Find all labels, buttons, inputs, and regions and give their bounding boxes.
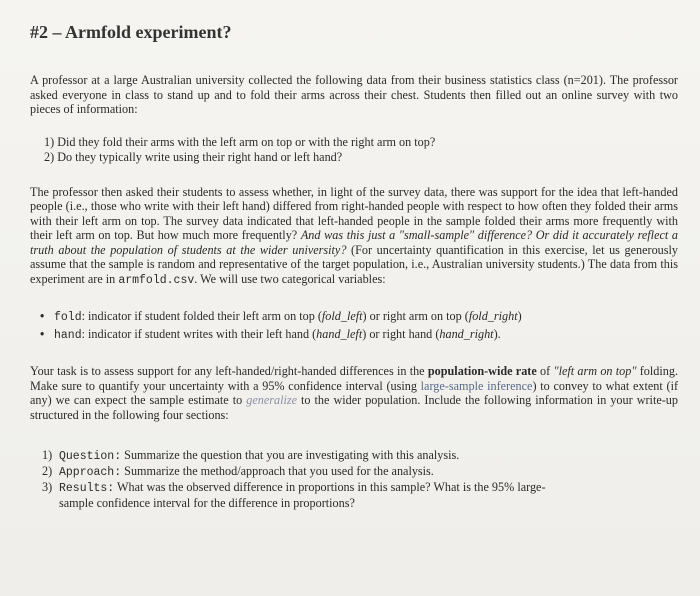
list-item: 1) Did they fold their arms with the left arm on top or with the right arm on top? bbox=[44, 134, 436, 149]
list-item: • hand: indicator if student writes with their left hand (hand_left) or right hand (hand_right). bbox=[40, 327, 501, 342]
variables-list bbox=[40, 308, 678, 344]
large-sample-inference-link[interactable]: large-sample inference bbox=[420, 378, 533, 393]
list-item: • fold: indicator if student folded their left arm on top (fold_left) or right arm on top (fold_right) bbox=[40, 309, 522, 324]
page-title: #2 – Armfold experiment? bbox=[30, 22, 232, 42]
list-item: 3) Results: What was the observed difference in proportions in this sample? What is the 95% large- sample confidence interval for the difference in proportions? bbox=[42, 480, 546, 510]
task-paragraph: Your task is to assess support for any left-handed/right-handed differences in the population-wide rate of "left arm on top" folding. Make sure to quantify your uncertainty with a 95% confidence interval (using large-sample inference) to convey to what extent (if any) we can expect the sample estimate to generalize to the wider population. Include the following information in your write-up structured in the following four sections: bbox=[30, 364, 679, 422]
list-item: 2) Approach: Summarize the method/approach that you used for the analysis. bbox=[42, 464, 434, 479]
context-paragraph: The professor then asked their students to assess whether, in light of the survey data, there was support for the idea that left-handed people (i.e., those who write with their left hand) differed from right-handed people with respect to how often they folded their arms with their left arm on top. The survey data indicated that left-handed people in the sample folded their arms more frequently with their left arm on top. But how much more frequently? And was this just a "small-sample" difference? Or did it accurately reflect a truth about the population of students at the wider university? (For uncertainty quantification in this exercise, let us generously assume that the sample is random and representative of the target population, i.e., Australian university students.) The data from this experiment are in armfold.csv. We will use two categorical variables: bbox=[30, 184, 678, 287]
bullet-icon: • bbox=[40, 309, 45, 323]
writeup-sections-list bbox=[42, 448, 678, 511]
survey-questions-list bbox=[44, 135, 678, 165]
emphasis-text: population-wide rate bbox=[427, 364, 537, 378]
key-question-text: And was this just a "small-sample" difference? Or did it accurately reflect a truth about the population of students at the wider university? bbox=[30, 228, 678, 257]
list-item: 1) Question: Summarize the question that you are investigating with this analysis. bbox=[42, 448, 460, 463]
bullet-icon: • bbox=[40, 327, 45, 341]
intro-paragraph: A professor at a large Australian university collected the following data from their business statistics class (n=201). The professor asked everyone in class to stand up and to fold their arms across their chest. Students then filled out an online survey with two pieces of information: bbox=[30, 73, 678, 116]
data-file-name: armfold.csv bbox=[118, 273, 195, 287]
list-item: 2) Do they typically write using their right hand or left hand? bbox=[44, 149, 343, 164]
